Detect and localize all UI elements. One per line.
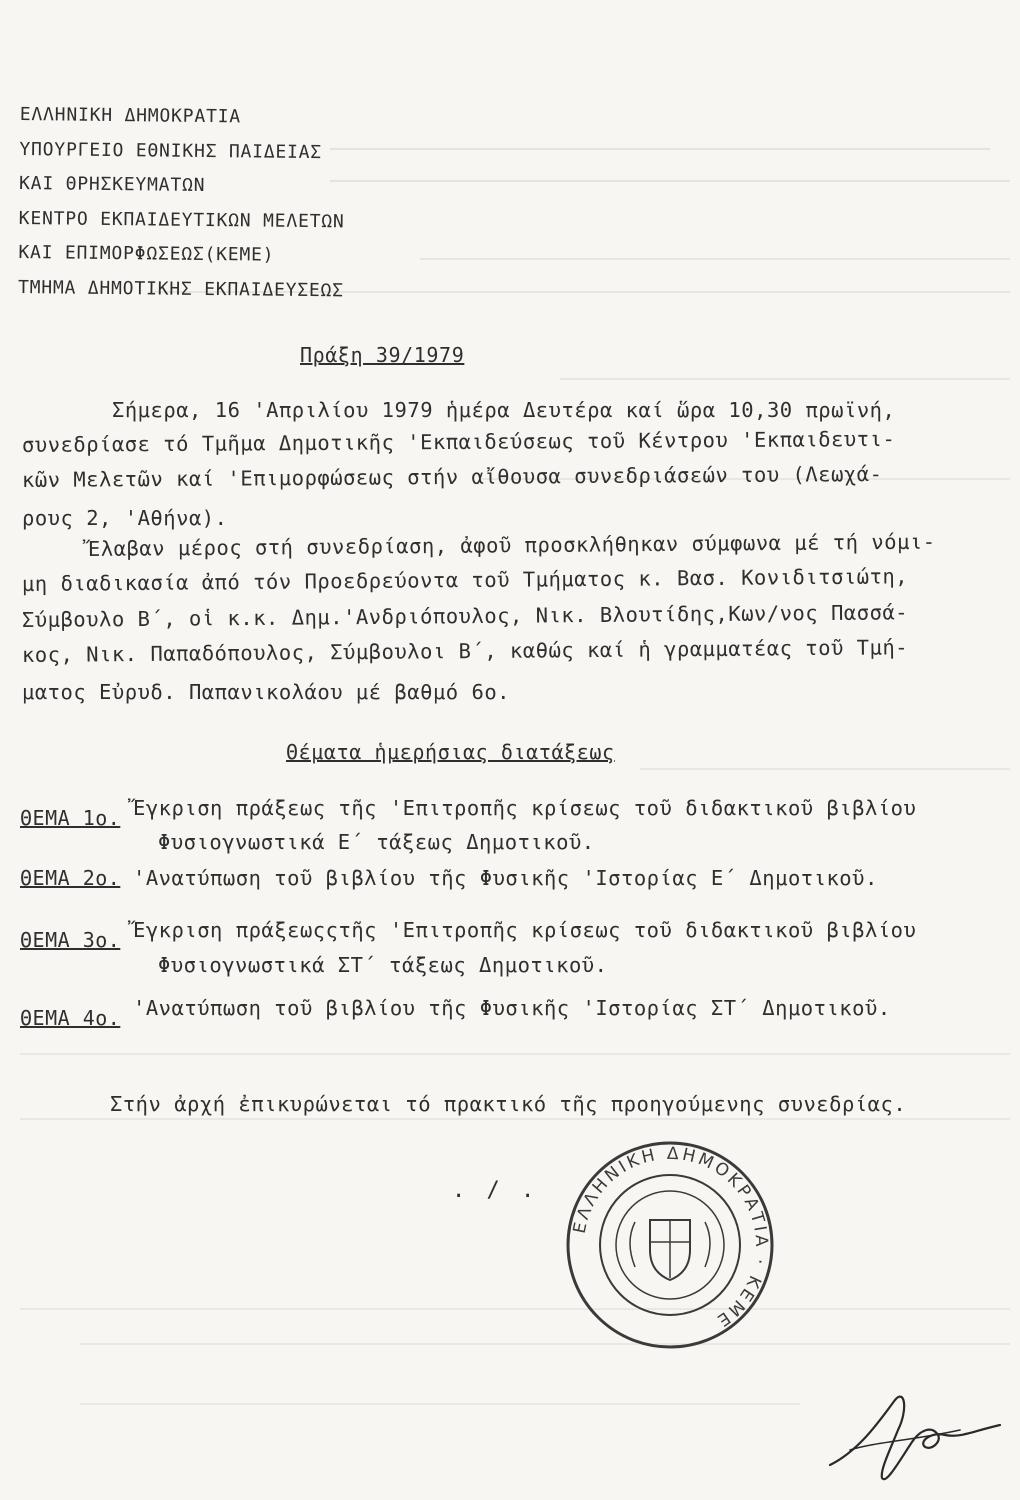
letterhead <box>18 98 346 309</box>
header-line: ΥΠΟΥΡΓΕΙΟ ΕΘΝΙΚΗΣ ΠΑΙΔΕΙΑΣ <box>19 138 323 163</box>
agenda-item-label: ΘΕΜΑ 3ο. <box>20 928 121 952</box>
agenda-item-label: ΘΕΜΑ 2ο. <box>20 866 121 890</box>
agenda-item-text: 'Ανατύπωση τοῦ βιβλίου τῆς Φυσικῆς 'Ιστορίας ΣΤ΄ Δημοτικοῦ. <box>133 996 891 1020</box>
agenda-item-text: Ἔγκριση πράξεως τῆς 'Επιτροπῆς κρίσεως τοῦ διδακτικοῦ βιβλίου <box>133 796 917 820</box>
header-line: ΚΑΙ ΘΡΗΣΚΕΥΜΑΤΩΝ <box>18 173 206 197</box>
closing-sentence: Στήν ἀρχή ἐπικυρώνεται τό πρακτικό τῆς προηγούμενης συνεδρίας. <box>110 1092 907 1116</box>
agenda-title: Θέματα ἡμερήσιας διατάξεως <box>286 740 615 764</box>
agenda-item-label: ΘΕΜΑ 1ο. <box>20 806 121 830</box>
header-line: ΚΕΝΤΡΟ ΕΚΠΑΙΔΕΥΤΙΚΩΝ ΜΕΛΕΤΩΝ <box>18 207 345 233</box>
agenda-item-text: Φυσιογνωστικά ΣΤ΄ τάξεως Δημοτικοῦ. <box>158 953 608 977</box>
document-title: Πράξη 39/1979 <box>300 343 465 367</box>
handwritten-signature <box>820 1380 1010 1490</box>
paragraph-line: μη διαδικασία ἀπό τόν Προεδρεύοντα τοῦ Τμήματος κ. Βασ. Κονιδιτσιώτη, <box>21 564 909 596</box>
paragraph-line: Σύμβουλο Β΄, οἱ κ.κ. Δημ.'Ανδριόπουλος, Νικ. Βλουτίδης,Κων/νος Πασσά- <box>21 600 909 632</box>
page-marker: . / . <box>452 1178 539 1203</box>
header-line: ΚΑΙ ΕΠΙΜΟΡΦΩΣΕΩΣ(ΚΕΜΕ) <box>18 242 275 267</box>
paragraph-line: ματος Εὐρυδ. Παπανικολάου μέ βαθμό 6ο. <box>22 680 510 704</box>
header-line: ΕΛΛΗΝΙΚΗ ΔΗΜΟΚΡΑΤΙΑ <box>19 103 242 128</box>
paragraph-line: Σήμερα, 16 'Απριλίου 1979 ἡμέρα Δευτέρα καί ὥρα 10,30 πρωϊνή, <box>112 398 896 422</box>
agenda-item-text: Φυσιογνωστικά Ε΄ τάξεως Δημοτικοῦ. <box>158 830 595 854</box>
paragraph-line: Ἔλαβαν μέρος στή συνεδρίαση, ἀφοῦ προσκλήθηκαν σύμφωνα μέ τή νόμι- <box>87 529 936 561</box>
header-line: ΤΜΗΜΑ ΔΗΜΟΤΙΚΗΣ ΕΚΠΑΙΔΕΥΣΕΩΣ <box>17 276 344 302</box>
agenda-item-label: ΘΕΜΑ 4ο. <box>20 1006 121 1030</box>
svg-text:ΕΛΛΗΝΙΚΗ ΔΗΜΟΚΡΑΤΙΑ · ΚΕΜΕ: ΕΛΛΗΝΙΚΗ ΔΗΜΟΚΡΑΤΙΑ · ΚΕΜΕ <box>569 1143 772 1332</box>
paragraph-line: συνεδρίασε τό Τμῆμα Δημοτικῆς 'Εκπαιδεύσεως τοῦ Κέντρου 'Εκπαιδευτι- <box>21 426 896 457</box>
official-seal <box>565 1140 775 1350</box>
agenda-item-text: 'Ανατύπωση τοῦ βιβλίου τῆς Φυσικῆς 'Ιστορίας Ε΄ Δημοτικοῦ. <box>133 866 878 890</box>
paragraph-line: ρους 2, 'Αθήνα). <box>22 506 228 530</box>
agenda-item-text: Ἔγκριση πράξεωςςτῆς 'Επιτροπῆς κρίσεως τοῦ διδακτικοῦ βιβλίου <box>133 918 917 942</box>
paragraph-line: κῶν Μελετῶν καί 'Επιμορφώσεως στήν αἴθουσα συνεδριάσεών του (Λεωχά- <box>21 461 883 492</box>
paragraph-line: κος, Νικ. Παπαδόπουλος, Σύμβουλοι Β΄, καθώς καί ἡ γραμματέας τοῦ Τμή- <box>21 635 909 667</box>
